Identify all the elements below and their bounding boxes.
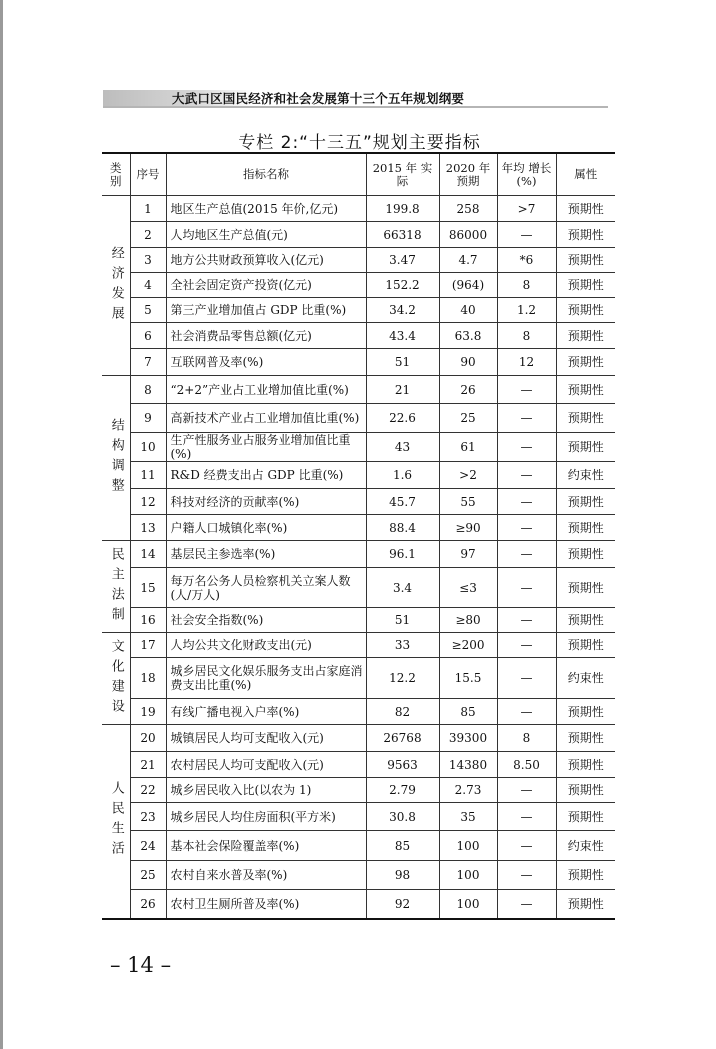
- value-2015-cell: 199.8: [366, 196, 439, 222]
- value-2020-cell: 55: [439, 489, 497, 515]
- table-row: [102, 699, 615, 725]
- indicator-name-cell: 地方公共财政预算收入(亿元): [166, 248, 366, 273]
- attribute-cell: 预期性: [556, 298, 615, 323]
- running-header: 大武口区国民经济和社会发展第十三个五年规划纲要: [172, 91, 465, 106]
- attribute-cell: 预期性: [556, 803, 615, 831]
- attribute-cell: 预期性: [556, 404, 615, 433]
- indicator-name-cell: 互联网普及率(%): [166, 349, 366, 376]
- table-row: [102, 433, 615, 462]
- table-row: [102, 861, 615, 890]
- header-2015: 2015 年 实际: [366, 153, 439, 196]
- indicator-name-cell: 人均地区生产总值(元): [166, 222, 366, 248]
- attribute-cell: 约束性: [556, 462, 615, 489]
- table-row: [102, 489, 615, 515]
- indicator-name-cell: 科技对经济的贡献率(%): [166, 489, 366, 515]
- attribute-cell: 预期性: [556, 633, 615, 658]
- growth-cell: —: [497, 803, 556, 831]
- value-2020-cell: 40: [439, 298, 497, 323]
- value-2020-cell: ≥90: [439, 515, 497, 541]
- seq-cell: 2: [130, 222, 166, 248]
- table-row: [102, 248, 615, 273]
- growth-cell: 12: [497, 349, 556, 376]
- seq-cell: 13: [130, 515, 166, 541]
- growth-cell: —: [497, 541, 556, 568]
- attribute-cell: 预期性: [556, 196, 615, 222]
- value-2015-cell: 3.4: [366, 568, 439, 608]
- attribute-cell: 预期性: [556, 515, 615, 541]
- attribute-cell: 预期性: [556, 890, 615, 919]
- seq-cell: 11: [130, 462, 166, 489]
- indicator-name-cell: 第三产业增加值占 GDP 比重(%): [166, 298, 366, 323]
- attribute-cell: 约束性: [556, 658, 615, 699]
- table-row: [102, 608, 615, 633]
- value-2020-cell: 39300: [439, 725, 497, 752]
- indicator-name-cell: 基本社会保险覆盖率(%): [166, 831, 366, 861]
- attribute-cell: 预期性: [556, 222, 615, 248]
- value-2015-cell: 82: [366, 699, 439, 725]
- growth-cell: 8: [497, 725, 556, 752]
- value-2020-cell: 25: [439, 404, 497, 433]
- value-2015-cell: 152.2: [366, 273, 439, 298]
- seq-cell: 26: [130, 890, 166, 919]
- indicator-name-cell: 农村卫生厕所普及率(%): [166, 890, 366, 919]
- value-2015-cell: 22.6: [366, 404, 439, 433]
- indicator-name-cell: 生产性服务业占服务业增加值比重(%): [166, 433, 366, 462]
- value-2015-cell: 21: [366, 376, 439, 404]
- value-2020-cell: 100: [439, 890, 497, 919]
- table-row: [102, 323, 615, 349]
- indicator-name-cell: 每万名公务人员检察机关立案人数(人/万人): [166, 568, 366, 608]
- header-seq: 序号: [130, 153, 166, 196]
- indicator-name-cell: “2+2”产业占工业增加值比重(%): [166, 376, 366, 404]
- category-cell: 结构调整: [102, 376, 130, 541]
- indicator-name-cell: 社会消费品零售总额(亿元): [166, 323, 366, 349]
- table-row: [102, 803, 615, 831]
- value-2015-cell: 98: [366, 861, 439, 890]
- indicator-name-cell: 人均公共文化财政支出(元): [166, 633, 366, 658]
- page-left-edge: [0, 0, 3, 1049]
- indicator-name-cell: 社会安全指数(%): [166, 608, 366, 633]
- seq-cell: 22: [130, 778, 166, 803]
- value-2015-cell: 43: [366, 433, 439, 462]
- header-2020: 2020 年 预期: [439, 153, 497, 196]
- seq-cell: 25: [130, 861, 166, 890]
- indicator-table: [102, 152, 615, 920]
- header-category: 类 别: [102, 153, 130, 196]
- value-2020-cell: 15.5: [439, 658, 497, 699]
- value-2020-cell: 258: [439, 196, 497, 222]
- growth-cell: —: [497, 608, 556, 633]
- attribute-cell: 预期性: [556, 699, 615, 725]
- table-row: [102, 515, 615, 541]
- category-cell: 经济发展: [102, 196, 130, 376]
- table-row: [102, 462, 615, 489]
- table-row: [102, 752, 615, 778]
- attribute-cell: 预期性: [556, 568, 615, 608]
- indicator-name-cell: 城乡居民收入比(以农为 1): [166, 778, 366, 803]
- indicator-name-cell: 有线广播电视入户率(%): [166, 699, 366, 725]
- attribute-cell: 预期性: [556, 541, 615, 568]
- value-2020-cell: 26: [439, 376, 497, 404]
- indicator-name-cell: 农村居民人均可支配收入(元): [166, 752, 366, 778]
- category-cell: 民主法制: [102, 541, 130, 633]
- table-row: [102, 541, 615, 568]
- value-2015-cell: 51: [366, 608, 439, 633]
- value-2015-cell: 43.4: [366, 323, 439, 349]
- value-2020-cell: 4.7: [439, 248, 497, 273]
- value-2015-cell: 85: [366, 831, 439, 861]
- seq-cell: 23: [130, 803, 166, 831]
- indicator-name-cell: 农村自来水普及率(%): [166, 861, 366, 890]
- attribute-cell: 预期性: [556, 376, 615, 404]
- growth-cell: —: [497, 831, 556, 861]
- value-2015-cell: 9563: [366, 752, 439, 778]
- value-2020-cell: 100: [439, 861, 497, 890]
- attribute-cell: 预期性: [556, 273, 615, 298]
- value-2020-cell: 2.73: [439, 778, 497, 803]
- growth-cell: —: [497, 778, 556, 803]
- table-row: [102, 298, 615, 323]
- category-cell: 人民生活: [102, 725, 130, 919]
- seq-cell: 6: [130, 323, 166, 349]
- header-growth: 年均 增长(%): [497, 153, 556, 196]
- attribute-cell: 预期性: [556, 752, 615, 778]
- growth-cell: 8: [497, 273, 556, 298]
- table-header-row: [102, 153, 615, 196]
- growth-cell: —: [497, 222, 556, 248]
- attribute-cell: 预期性: [556, 778, 615, 803]
- growth-cell: —: [497, 658, 556, 699]
- indicator-name-cell: 基层民主参选率(%): [166, 541, 366, 568]
- seq-cell: 14: [130, 541, 166, 568]
- growth-cell: 1.2: [497, 298, 556, 323]
- table-row: [102, 831, 615, 861]
- table-row: [102, 196, 615, 222]
- attribute-cell: 预期性: [556, 608, 615, 633]
- header-attr: 属性: [556, 153, 615, 196]
- indicator-name-cell: 城乡居民文化娱乐服务支出占家庭消费支出比重(%): [166, 658, 366, 699]
- value-2015-cell: 12.2: [366, 658, 439, 699]
- seq-cell: 19: [130, 699, 166, 725]
- growth-cell: >7: [497, 196, 556, 222]
- growth-cell: —: [497, 568, 556, 608]
- indicator-name-cell: 户籍人口城镇化率(%): [166, 515, 366, 541]
- value-2020-cell: 85: [439, 699, 497, 725]
- value-2020-cell: >2: [439, 462, 497, 489]
- value-2015-cell: 51: [366, 349, 439, 376]
- seq-cell: 8: [130, 376, 166, 404]
- category-cell: 文化建设: [102, 633, 130, 725]
- seq-cell: 20: [130, 725, 166, 752]
- seq-cell: 10: [130, 433, 166, 462]
- table-row: [102, 376, 615, 404]
- attribute-cell: 预期性: [556, 349, 615, 376]
- growth-cell: —: [497, 462, 556, 489]
- value-2015-cell: 1.6: [366, 462, 439, 489]
- page-number: – 14 –: [110, 953, 172, 977]
- value-2020-cell: 61: [439, 433, 497, 462]
- seq-cell: 16: [130, 608, 166, 633]
- value-2020-cell: ≥200: [439, 633, 497, 658]
- indicator-name-cell: R&D 经费支出占 GDP 比重(%): [166, 462, 366, 489]
- value-2015-cell: 92: [366, 890, 439, 919]
- indicator-name-cell: 全社会固定资产投资(亿元): [166, 273, 366, 298]
- attribute-cell: 预期性: [556, 248, 615, 273]
- table-row: [102, 568, 615, 608]
- value-2020-cell: (964): [439, 273, 497, 298]
- value-2015-cell: 26768: [366, 725, 439, 752]
- value-2015-cell: 96.1: [366, 541, 439, 568]
- table-row: [102, 349, 615, 376]
- value-2015-cell: 88.4: [366, 515, 439, 541]
- table-row: [102, 725, 615, 752]
- table-row: [102, 890, 615, 919]
- value-2015-cell: 45.7: [366, 489, 439, 515]
- value-2015-cell: 2.79: [366, 778, 439, 803]
- attribute-cell: 预期性: [556, 861, 615, 890]
- value-2015-cell: 3.47: [366, 248, 439, 273]
- growth-cell: —: [497, 633, 556, 658]
- value-2020-cell: 100: [439, 831, 497, 861]
- growth-cell: —: [497, 515, 556, 541]
- growth-cell: —: [497, 404, 556, 433]
- attribute-cell: 预期性: [556, 489, 615, 515]
- value-2015-cell: 30.8: [366, 803, 439, 831]
- seq-cell: 5: [130, 298, 166, 323]
- seq-cell: 12: [130, 489, 166, 515]
- table-row: [102, 633, 615, 658]
- growth-cell: —: [497, 861, 556, 890]
- seq-cell: 21: [130, 752, 166, 778]
- value-2020-cell: ≤3: [439, 568, 497, 608]
- value-2015-cell: 34.2: [366, 298, 439, 323]
- growth-cell: 8.50: [497, 752, 556, 778]
- growth-cell: —: [497, 376, 556, 404]
- attribute-cell: 预期性: [556, 433, 615, 462]
- indicator-name-cell: 高新技术产业占工业增加值比重(%): [166, 404, 366, 433]
- attribute-cell: 预期性: [556, 725, 615, 752]
- growth-cell: —: [497, 890, 556, 919]
- seq-cell: 24: [130, 831, 166, 861]
- table-row: [102, 222, 615, 248]
- value-2020-cell: ≥80: [439, 608, 497, 633]
- attribute-cell: 预期性: [556, 323, 615, 349]
- value-2015-cell: 66318: [366, 222, 439, 248]
- table-row: [102, 658, 615, 699]
- value-2020-cell: 35: [439, 803, 497, 831]
- table-row: [102, 273, 615, 298]
- value-2020-cell: 86000: [439, 222, 497, 248]
- value-2020-cell: 97: [439, 541, 497, 568]
- section-title: 专栏 2:“十三五”规划主要指标: [238, 133, 481, 153]
- value-2020-cell: 90: [439, 349, 497, 376]
- seq-cell: 15: [130, 568, 166, 608]
- table-row: [102, 404, 615, 433]
- seq-cell: 7: [130, 349, 166, 376]
- seq-cell: 3: [130, 248, 166, 273]
- indicator-name-cell: 城镇居民人均可支配收入(元): [166, 725, 366, 752]
- growth-cell: —: [497, 699, 556, 725]
- growth-cell: *6: [497, 248, 556, 273]
- growth-cell: 8: [497, 323, 556, 349]
- seq-cell: 18: [130, 658, 166, 699]
- indicator-name-cell: 地区生产总值(2015 年价,亿元): [166, 196, 366, 222]
- seq-cell: 4: [130, 273, 166, 298]
- header-name: 指标名称: [166, 153, 366, 196]
- value-2020-cell: 14380: [439, 752, 497, 778]
- growth-cell: —: [497, 433, 556, 462]
- table-row: [102, 778, 615, 803]
- attribute-cell: 约束性: [556, 831, 615, 861]
- seq-cell: 1: [130, 196, 166, 222]
- value-2015-cell: 33: [366, 633, 439, 658]
- value-2020-cell: 63.8: [439, 323, 497, 349]
- table-body: [102, 196, 615, 919]
- indicator-name-cell: 城乡居民人均住房面积(平方米): [166, 803, 366, 831]
- growth-cell: —: [497, 489, 556, 515]
- seq-cell: 9: [130, 404, 166, 433]
- seq-cell: 17: [130, 633, 166, 658]
